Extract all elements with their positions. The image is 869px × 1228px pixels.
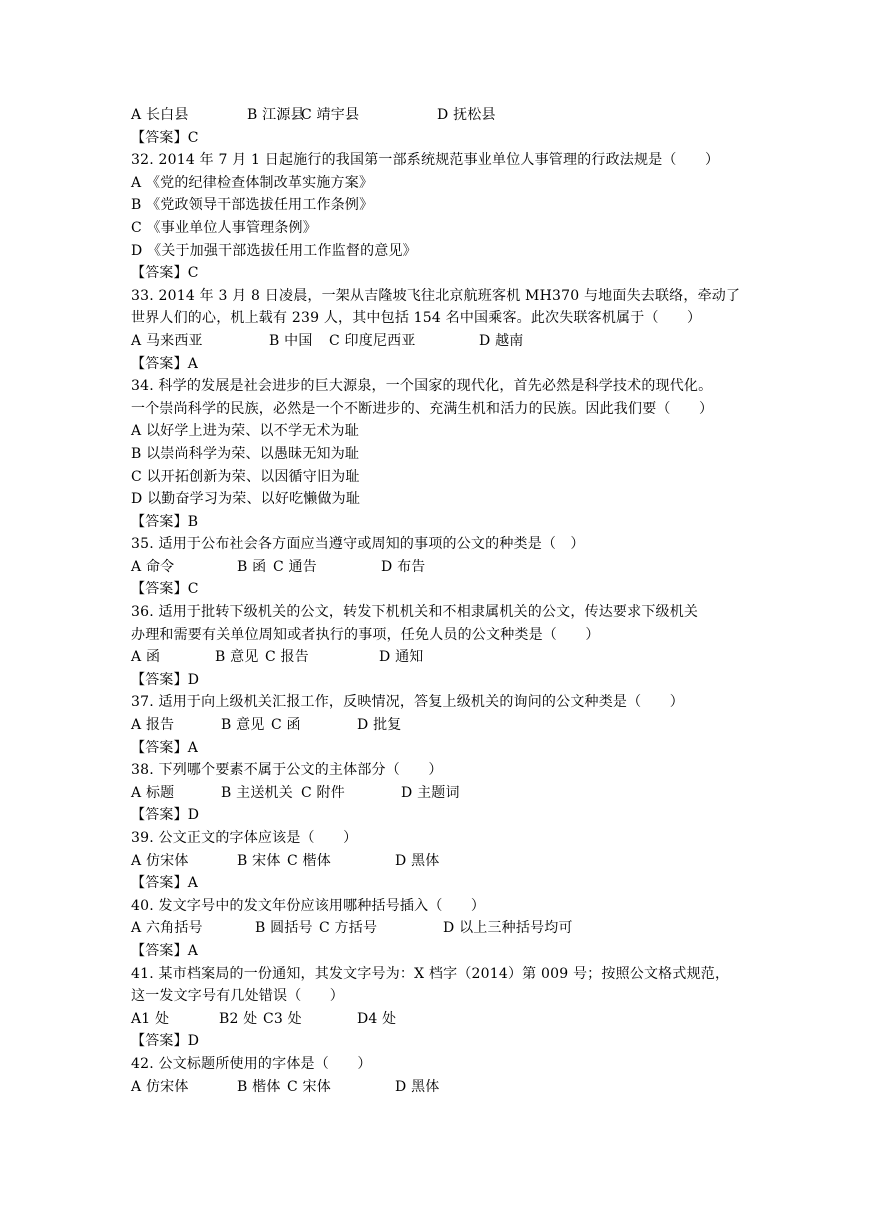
options-row — [131, 714, 751, 737]
document-content — [131, 104, 751, 1098]
answer-line: 【答案】D — [131, 671, 200, 688]
option: A 长白县 — [131, 107, 189, 123]
option: C 报告 — [265, 649, 309, 666]
option-line: C 以开拓创新为荣、以因循守旧为耻 — [131, 468, 360, 485]
options-row — [131, 1076, 751, 1099]
option: A 命令 — [131, 558, 175, 575]
answer-line: 【答案】A — [131, 355, 199, 372]
question-text: 40. 发文字号中的发文年份应该用哪种括号插入（ ） — [131, 897, 486, 914]
question-text: 这一发文字号有几处错误（ ） — [131, 988, 344, 1005]
option: B 宋体 — [237, 852, 281, 869]
option: B 江源县 — [247, 107, 305, 123]
option: D 批复 — [357, 717, 402, 734]
options-row — [131, 330, 751, 353]
option: D 越南 — [479, 332, 524, 349]
option: C 印度尼西亚 — [329, 332, 416, 349]
option: C 函 — [271, 717, 301, 734]
option: B 意见 — [215, 649, 259, 666]
option: C 楷体 — [287, 852, 331, 869]
option: D 主题词 — [401, 784, 460, 801]
question-text: 世界人们的心，机上载有 239 人，其中包括 154 名中国乘客。此次失联客机属于（ ） — [131, 310, 702, 327]
option: C 靖宇县 — [301, 107, 360, 123]
option: B2 处 — [219, 1010, 258, 1027]
answer-line: 【答案】C — [131, 265, 199, 282]
question-text: 36. 适用于批转下级机关的公文，转发下机机关和不相隶属机关的公文，传达要求下级机关 — [131, 604, 699, 621]
option: C3 处 — [263, 1010, 302, 1027]
option: B 中国 — [269, 332, 313, 349]
option-line: C 《事业单位人事管理条例》 — [131, 219, 317, 236]
options-row — [131, 1008, 751, 1031]
answer-line: 【答案】D — [131, 1033, 200, 1050]
question-text: 41. 某市档案局的一份通知，其发文字号为：X 档字（2014）第 009 号；按照公文格式规范， — [131, 965, 730, 982]
question-text: 34. 科学的发展是社会进步的巨大源泉，一个国家的现代化，首先必然是科学技术的现代化。 — [131, 378, 713, 395]
option: A1 处 — [131, 1010, 170, 1027]
option: A 马来西亚 — [131, 332, 203, 349]
answer-line: 【答案】A — [131, 875, 199, 892]
option: A 仿宋体 — [131, 852, 189, 869]
option: D 黑体 — [395, 852, 440, 869]
option-line: B 《党政领导干部选拔任用工作条例》 — [131, 197, 374, 214]
option-line: D 《关于加强干部选拔任用工作监督的意见》 — [131, 242, 417, 259]
option: D 通知 — [379, 649, 424, 666]
answer-line: 【答案】A — [131, 942, 199, 959]
option: B 圆括号 — [255, 920, 313, 937]
option-line: A 《党的纪律检查体制改革实施方案》 — [131, 174, 374, 191]
question-text: 办理和需要有关单位周知或者执行的事项，任免人员的公文种类是（ ） — [131, 626, 600, 643]
question-text: 一个崇尚科学的民族，必然是一个不断进步的、充满生机和活力的民族。因此我们要（ ） — [131, 400, 714, 417]
option: D 以上三种括号均可 — [443, 920, 573, 937]
answer-line: 【答案】D — [131, 807, 200, 824]
option: B 意见 — [221, 717, 265, 734]
options-row — [131, 917, 751, 940]
question-text: 42. 公文标题所使用的字体是（ ） — [131, 1055, 372, 1072]
question-text: 32. 2014 年 7 月 1 日起施行的我国第一部系统规范事业单位人事管理的行政法规是（ ） — [131, 152, 720, 169]
question-text: 39. 公文正文的字体应该是（ ） — [131, 830, 358, 846]
answer-line: 【答案】C — [131, 581, 199, 598]
option: C 附件 — [301, 784, 345, 801]
options-row — [131, 646, 751, 669]
option: A 报告 — [131, 717, 175, 734]
option-line: B 以崇尚科学为荣、以愚昧无知为耻 — [131, 445, 360, 462]
answer-line: 【答案】B — [131, 513, 199, 530]
options-row — [131, 556, 751, 579]
options-row — [131, 104, 751, 127]
option: A 函 — [131, 649, 161, 666]
question-text: 38. 下列哪个要素不属于公文的主体部分（ ） — [131, 762, 443, 779]
option: D 布告 — [381, 558, 426, 575]
question-text: 37. 适用于向上级机关汇报工作，反映情况，答复上级机关的询问的公文种类是（ ） — [131, 694, 684, 711]
option: A 标题 — [131, 784, 175, 801]
option: A 仿宋体 — [131, 1078, 189, 1095]
option: B 主送机关 — [221, 784, 293, 801]
option: C 宋体 — [287, 1078, 331, 1095]
options-row — [131, 850, 751, 873]
option: D 抚松县 — [437, 107, 496, 123]
answer-line: 【答案】C — [131, 129, 199, 146]
option: B 楷体 — [237, 1078, 281, 1095]
answer-line: 【答案】A — [131, 739, 199, 756]
option: C 通告 — [273, 558, 317, 575]
question-text: 35. 适用于公布社会各方面应当遵守或周知的事项的公文的种类是（ ） — [131, 536, 585, 553]
option: D4 处 — [357, 1010, 397, 1027]
option: C 方括号 — [319, 920, 378, 937]
option: B 函 — [237, 558, 267, 575]
option: A 六角括号 — [131, 920, 203, 937]
options-row — [131, 782, 751, 805]
option: D 黑体 — [395, 1078, 440, 1095]
question-text: 33. 2014 年 3 月 8 日凌晨，一架从吉隆坡飞往北京航班客机 MH370 与地面失去联络，牵动了 — [131, 287, 741, 304]
option-line: D 以勤奋学习为荣、以好吃懒做为耻 — [131, 491, 361, 508]
option-line: A 以好学上进为荣、以不学无术为耻 — [131, 423, 359, 440]
